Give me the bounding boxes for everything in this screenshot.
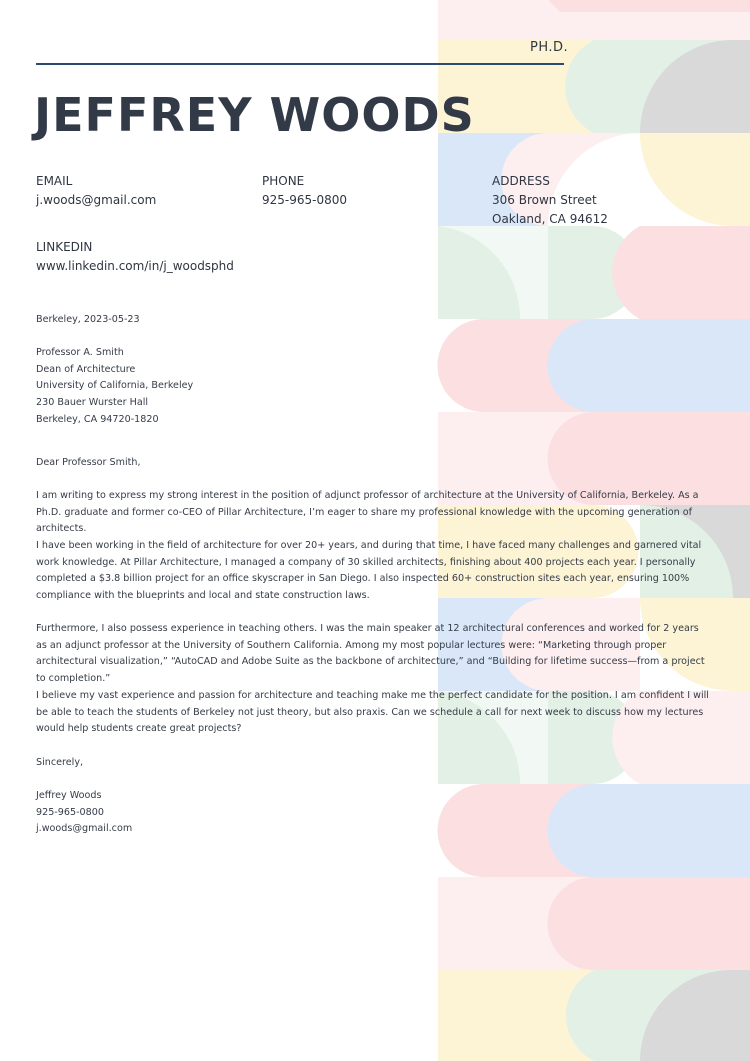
signature-block: [36, 788, 132, 838]
signature-name: Jeffrey Woods: [36, 790, 102, 801]
address-label: ADDRESS: [492, 174, 550, 188]
contact-phone: [262, 172, 347, 210]
phone-label: PHONE: [262, 174, 305, 188]
phone-value: 925-965-0800: [262, 193, 348, 207]
signature-phone: 925-965-0800: [36, 806, 104, 818]
applicant-name: JEFFREY WOODS: [34, 88, 475, 142]
recipient-line: University of California, Berkeley: [36, 380, 194, 392]
header-rule: [36, 63, 564, 65]
signature-email: j.woods@gmail.com: [36, 823, 133, 835]
recipient-block: [36, 345, 193, 429]
recipient-line: Berkeley, CA 94720-1820: [36, 413, 159, 425]
salutation: Dear Professor Smith,: [36, 457, 141, 468]
recipient-line: 230 Bauer Wurster Hall: [36, 397, 149, 409]
address-line2: Oakland, CA 94612: [492, 212, 608, 226]
letter-paragraph: I believe my vast experience and passion for architecture and teaching make me the perfect candidate for the position. I am confident I will be able to teach the students of Berkeley not just theory, but also praxis. Can we schedule a call for next week to discuss how my lectures would help students create great projects?: [36, 690, 709, 735]
closing: Sincerely,: [36, 757, 84, 768]
email-value[interactable]: j.woods@gmail.com: [36, 193, 157, 207]
letter-paragraph: I have been working in the field of architecture for over 20+ years, and during that time, I have faced many challenges and garnered vital work knowledge. At Pillar Architecture, I managed a company of 30 skilled architects, finishing about 400 projects each year. I personally completed a $3.8 billion project for an office skyscraper in San Diego. I also inspected 60+ construction sites each year, ensuring 100% compliance with the blueprints and local and state construction laws.: [36, 540, 702, 602]
letter-paragraph: Furthermore, I also possess experience in teaching others. I was the main speaker at 12 architectural conferences and worked for 2 years as an adjunct professor at the University of Southern California. Among my most popular lectures were: “Marketing through proper architectural visualization,” “AutoCAD and Adobe Suite as the backbone of architecture,” and “Building for lifetime success—from a project to completion.”: [36, 623, 705, 685]
linkedin-label: LINKEDIN: [36, 240, 93, 254]
email-label: EMAIL: [36, 174, 73, 188]
degree-suffix: PH.D.: [530, 40, 569, 55]
address-line1: 306 Brown Street: [492, 193, 597, 207]
recipient-line: Dean of Architecture: [36, 363, 136, 375]
contact-email: [36, 172, 156, 210]
contact-linkedin: [36, 238, 234, 276]
place-date: Berkeley, 2023-05-23: [36, 314, 140, 325]
letter-paragraph: I am writing to express my strong interest in the position of adjunct professor of architecture at the University of California, Berkeley. As a Ph.D. graduate and former co-CEO of Pillar Architecture, I’m eager to share my professional knowledge with the upcoming generation of architects.: [36, 490, 699, 535]
contact-address: [492, 172, 608, 229]
linkedin-value[interactable]: www.linkedin.com/in/j_woodsphd: [36, 259, 234, 273]
recipient-line: Professor A. Smith: [36, 347, 124, 358]
